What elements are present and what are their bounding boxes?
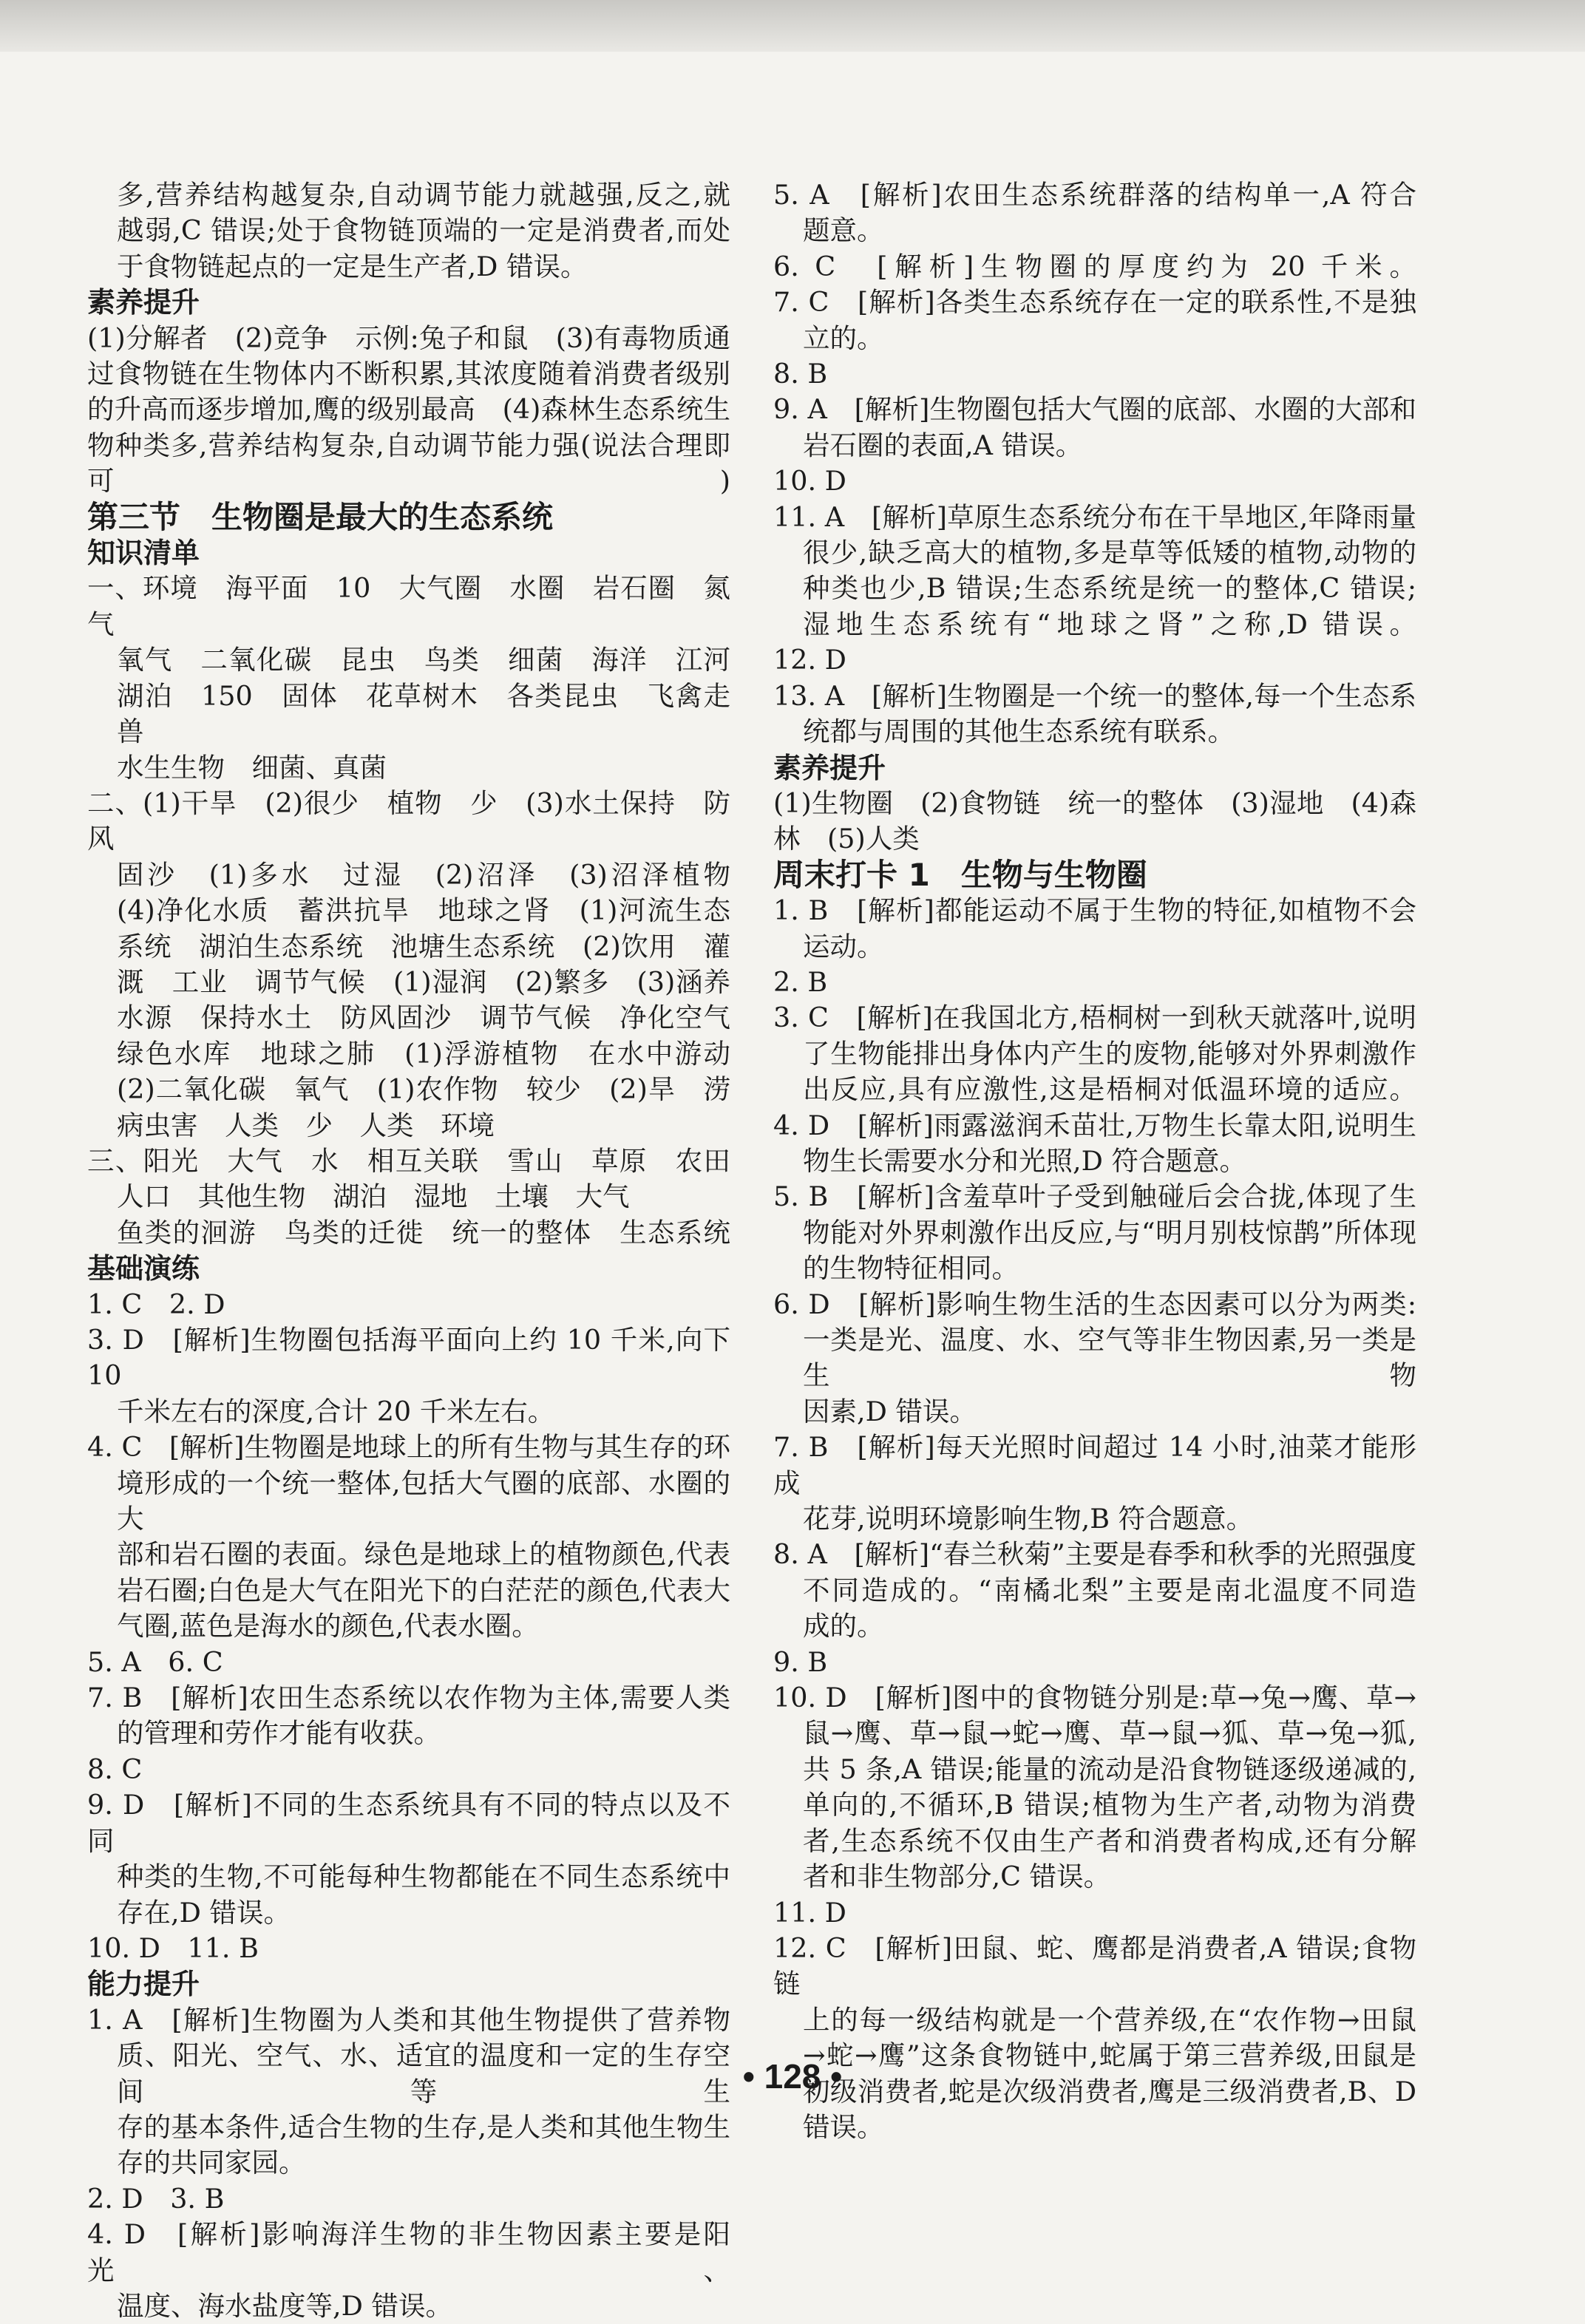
text-line: 7. C [解析]各类生态系统存在一定的联系性,不是独 [773,286,1416,319]
text-line: 花芽,说明环境影响生物,B 符合题意。 [803,1503,1254,1535]
page-number: • 128 • [742,2057,843,2096]
text-line: 岩石圈;白色是大气在阳光下的白茫茫的颜色,代表大 [117,1574,730,1606]
text-line: 11. D [773,1896,846,1929]
text-line: 物生长需要水分和光照,D 符合题意。 [803,1144,1246,1177]
text-line: 7. B [解析]每天光照时间超过 14 小时,油菜才能形成 [773,1431,1416,1499]
text-line: 的生物特征相同。 [803,1252,1019,1285]
text-line: 3. D [解析]生物圈包括海平面向上约 10 千米,向下 10 [87,1324,730,1392]
section-title: 周末打卡 1 生物与生物圈 [773,856,1147,893]
text-line: 越弱,C 错误;处于食物链顶端的一定是消费者,而处 [117,214,730,247]
text-line: 12. D [773,644,846,676]
text-line: 很少,缺乏高大的植物,多是草等低矮的植物,动物的 [803,537,1416,569]
text-line: 境形成的一个统一整体,包括大气圈的底部、水圈的大 [117,1467,730,1535]
text-line: 一类是光、温度、水、空气等非生物因素,另一类是生物 [803,1324,1416,1392]
text-line: 2. B [773,965,828,998]
text-line: 8. C [87,1753,143,1785]
text-line: 存的基本条件,适合生物的生存,是人类和其他生物生 [117,2110,730,2143]
text-line: 过食物链在生物体内不断积累,其浓度随着消费者级别 [87,358,730,390]
text-line: 物种类多,营养结构复杂,自动调节能力强(说法合理即可) [87,429,730,497]
text-line: 6. C [解析]生物圈的厚度约为 20 千米。 [773,250,1416,282]
text-line: 溉 工业 调节气候 (1)湿润 (2)繁多 (3)涵养 [117,965,730,998]
text-line: 者,生态系统不仅由生产者和消费者构成,还有分解 [803,1824,1416,1857]
text-line: 5. B [解析]含羞草叶子受到触碰后会合拢,体现了生 [773,1180,1416,1213]
text-line: 人口 其他生物 湖泊 湿地 土壤 大气 [117,1180,630,1213]
right-column [773,177,1416,2145]
text-line: 因素,D 错误。 [803,1395,977,1427]
text-line: 水生生物 细菌、真菌 [117,751,387,784]
text-line: (1)生物圈 (2)食物链 统一的整体 (3)湿地 (4)森 [773,786,1416,819]
text-line: 5. A [解析]农田生态系统群落的结构单一,A 符合 [773,179,1416,211]
text-line: 气圈,蓝色是海水的颜色,代表水圈。 [117,1610,539,1642]
text-line: 质、阳光、空气、水、适宜的温度和一定的生存空间等生 [117,2039,730,2107]
text-line: 9. B [773,1645,828,1678]
text-line: 10. D 11. B [87,1931,259,1964]
text-line: 成的。 [803,1610,884,1642]
text-line: 1. A [解析]生物圈为人类和其他生物提供了营养物 [87,2003,730,2036]
scan-top-edge [0,0,1585,52]
text-line: 统都与周围的其他生态系统有联系。 [803,716,1235,748]
text-line: 病虫害 人类 少 人类 环境 [117,1109,495,1141]
text-line: 者和非生物部分,C 错误。 [803,1861,1111,1893]
text-line: 题意。 [803,214,884,247]
text-line: 湖泊 150 固体 花草树木 各类昆虫 飞禽走兽 [117,679,730,748]
text-line: 岩石圈的表面,A 错误。 [803,429,1083,461]
text-line: 种类的生物,不可能每种生物都能在不同生态系统中 [117,1861,730,1893]
text-line: 物能对外界刺激作出反应,与“明月别枝惊鹊”所体现 [803,1216,1416,1248]
text-line: 于食物链起点的一定是生产者,D 错误。 [117,250,588,282]
text-line: 11. A [解析]草原生态系统分布在干旱地区,年降雨量 [773,500,1416,533]
text-line: 氧气 二氧化碳 昆虫 鸟类 细菌 海洋 江河 [117,644,730,676]
text-line: 不同造成的。“南橘北梨”主要是南北温度不同造 [803,1574,1416,1606]
text-line: (1)分解者 (2)竞争 示例:兔子和鼠 (3)有毒物质通 [87,322,730,354]
text-line: 一、环境 海平面 10 大气圈 水圈 岩石圈 氮气 [87,572,730,640]
text-line: 绿色水库 地球之肺 (1)浮游植物 在水中游动 [117,1037,730,1070]
text-line: 8. B [773,358,828,390]
text-line: 存的共同家园。 [117,2147,306,2179]
text-line: 立的。 [803,322,884,354]
text-line: 9. D [解析]不同的生态系统具有不同的特点以及不同 [87,1789,730,1857]
text-line: 鼠→鹰、草→鼠→蛇→鹰、草→鼠→狐、草→兔→狐, [803,1717,1416,1750]
text-line: 存在,D 错误。 [117,1896,291,1929]
subsection-heading: 能力提升 [87,1968,200,2001]
text-line: 固沙 (1)多水 过湿 (2)沼泽 (3)沼泽植物 [117,858,730,891]
text-line: 7. B [解析]农田生态系统以农作物为主体,需要人类 [87,1682,730,1714]
text-line: 温度、海水盐度等,D 错误。 [117,2289,452,2322]
text-line: 4. D [解析]影响海洋生物的非生物因素主要是阳光、 [87,2218,730,2286]
text-line: 4. D [解析]雨露滋润禾苗壮,万物生长靠太阳,说明生 [773,1109,1416,1141]
text-line: 的升高而逐步增加,鹰的级别最高 (4)森林生态系统生 [87,393,730,426]
text-line: 了生物能排出身体内产生的废物,能够对外界刺激作 [803,1037,1416,1070]
left-column [87,177,730,2324]
text-line: 出反应,具有应激性,这是梧桐对低温环境的适应。 [803,1073,1416,1106]
text-line: 10. D [解析]图中的食物链分别是:草→兔→鹰、草→ [773,1682,1416,1714]
text-line: 鱼类的洄游 鸟类的迁徙 统一的整体 生态系统 [117,1216,730,1248]
text-line: 运动。 [803,930,884,962]
text-line: 水源 保持水土 防风固沙 调节气候 净化空气 [117,1002,730,1034]
text-line: 8. A [解析]“春兰秋菊”主要是春季和秋季的光照强度 [773,1538,1416,1571]
text-line: 1. B [解析]都能运动不属于生物的特征,如植物不会 [773,894,1416,927]
text-line: 错误。 [803,2110,884,2143]
text-line: 上的每一级结构就是一个营养级,在“农作物→田鼠 [803,2003,1416,2036]
text-line: 林 (5)人类 [773,823,920,855]
text-line: (2)二氧化碳 氧气 (1)农作物 较少 (2)旱 涝 [117,1073,730,1106]
text-line: 千米左右的深度,合计 20 千米左右。 [117,1395,555,1427]
text-line: 12. C [解析]田鼠、蛇、鹰都是消费者,A 错误;食物链 [773,1931,1416,2000]
text-line: 2. D 3. B [87,2182,225,2215]
text-line: 4. C [解析]生物圈是地球上的所有生物与其生存的环 [87,1431,730,1464]
text-line: 3. C [解析]在我国北方,梧桐树一到秋天就落叶,说明 [773,1002,1416,1034]
text-line: 单向的,不循环,B 错误;植物为生产者,动物为消费 [803,1789,1416,1821]
text-line: →蛇→鹰”这条食物链中,蛇属于第三营养级,田鼠是 [803,2039,1416,2072]
subsection-heading: 素养提升 [87,286,200,319]
subsection-heading: 知识清单 [87,537,200,570]
text-line: 9. A [解析]生物圈包括大气圈的底部、水圈的大部和 [773,393,1416,426]
subsection-heading: 基础演练 [87,1252,200,1285]
subsection-heading: 素养提升 [773,751,886,784]
text-line: 5. A 6. C [87,1645,223,1678]
text-line: (4)净化水质 蓄洪抗旱 地球之肾 (1)河流生态 [117,894,730,927]
text-line: 共 5 条,A 错误;能量的流动是沿食物链逐级递减的, [803,1753,1416,1785]
text-line: 部和岩石圈的表面。绿色是地球上的植物颜色,代表 [117,1538,730,1571]
text-line: 种类也少,B 错误;生态系统是统一的整体,C 错误; [803,572,1416,605]
text-line: 三、阳光 大气 水 相互关联 雪山 草原 农田 [87,1144,730,1177]
text-line: 湿地生态系统有“地球之肾”之称,D 错误。 [803,608,1416,640]
text-line: 6. D [解析]影响生物生活的生态因素可以分为两类: [773,1288,1416,1320]
text-line: 的管理和劳作才能有收获。 [117,1717,441,1750]
text-line: 1. C 2. D [87,1288,225,1320]
text-line: 二、(1)干旱 (2)很少 植物 少 (3)水土保持 防风 [87,786,730,855]
text-line: 初级消费者,蛇是次级消费者,鹰是三级消费者,B、D [803,2075,1416,2107]
text-line: 13. A [解析]生物圈是一个统一的整体,每一个生态系 [773,679,1416,712]
text-line: 系统 湖泊生态系统 池塘生态系统 (2)饮用 灌 [117,930,730,962]
text-line: 多,营养结构越复杂,自动调节能力就越强,反之,就 [117,179,730,211]
section-title: 第三节 生物圈是最大的生态系统 [87,498,554,535]
text-line: 10. D [773,465,846,497]
